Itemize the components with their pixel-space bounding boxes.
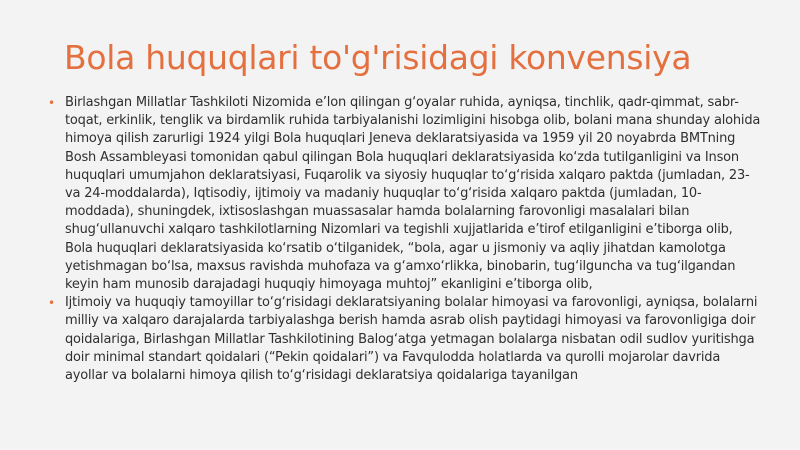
bullet-list: [48, 94, 764, 385]
bullet-item: [48, 94, 764, 294]
bullet-text: Ijtimoiy va huquqiy tamoyillar to‘g‘risidagi deklaratsiyaning bolalar himoyasi va farovonligi, ayniqsa, bolalarni milliy va xalqaro darajalarda tarbiyalashga berish hamda asrab olish paytidagi himoyasi va farovonligiga doir qoidalariga, Birlashgan Millatlar Tashkilotining Balog‘atga yetmagan bolalarga nisbatan odil sudlov yuritishga doir minimal standart qoidalari (“Pekin qoidalari”) va Favqulodda holatlarda va qurolli mojarolar davrida ayollar va bolalarni himoya qilish to‘g‘risidagi deklaratsiya qoidalariga tayanilgan: [65, 295, 758, 384]
slide-title: Bola huquqlari to'g'risidagi konvensiya: [64, 38, 692, 77]
bullet-icon: •: [48, 96, 55, 110]
bullet-text: Birlashgan Millatlar Tashkiloti Nizomida e’lon qilingan g‘oyalar ruhida, ayniqsa, tinchlik, qadr-qimmat, sabr-toqat, erkinlik, tenglik va birdamlik ruhida tarbiyalanishi lozimligini hisobga olib, bolani mana shunday alohida himoya qilish zarurligi 1924 yilgi Bola huquqlari Jeneva deklaratsiyasida va 1959 yil 20 noyabrda BMTning Bosh Assambleyasi tomonidan qabul qilingan Bola huquqlari deklaratsiyasida ko‘zda tutilganligini va Inson huquqlari umumjahon deklaratsiyasi, Fuqarolik va siyosiy huquqlar to‘g‘risida xalqaro paktda (jumladan, 23- va 24-moddalarda), Iqtisodiy, ijtimoiy va madaniy huquqlar to‘g‘risida xalqaro paktda (jumladan, 10-moddada), shuningdek, ixtisoslashgan muassasalar hamda bolalarning farovonligi masalalari bilan shug‘ullanuvchi xalqaro tashkilotlarning Nizomlari va tegishli xujjatlarida e’tirof etilganligini e’tiborga olib, Bola huquqlari deklaratsiyasida ko‘rsatib o‘tilganidek, “bola, agar u jismoniy va aqliy jihatdan kamolotga yetishmagan bo‘lsa, maxsus ravishda muhofaza va g‘amxo‘rlikka, binobarin, tug‘ilguncha va tug‘ilgandan keyin ham munosib darajadagi huquqiy himoyaga muhtoj” ekanligini e’tiborga olib,: [65, 95, 761, 293]
bullet-item: [48, 294, 764, 385]
bullet-icon: •: [48, 296, 55, 311]
